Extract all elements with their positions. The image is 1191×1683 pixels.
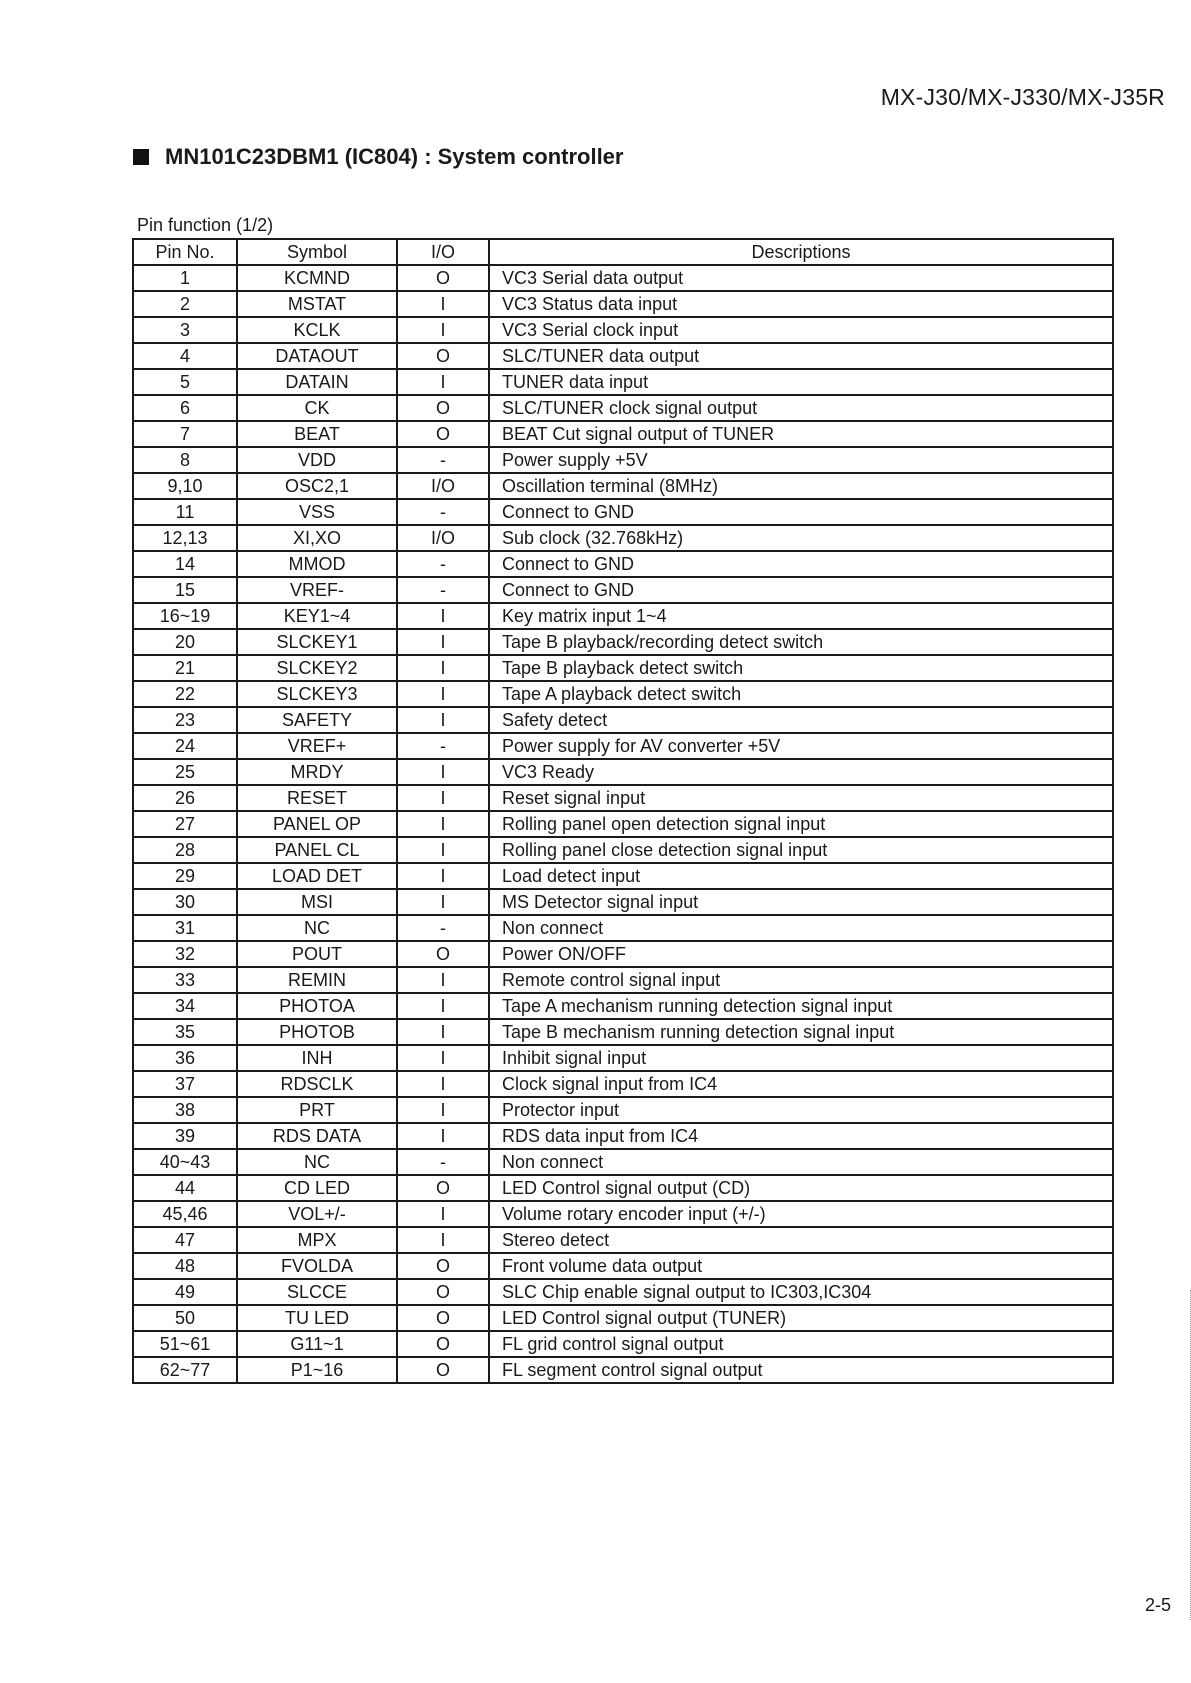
table-row [133, 1097, 1113, 1123]
symbol-cell: FVOLDA [237, 1253, 397, 1279]
symbol-cell: CK [237, 395, 397, 421]
io-cell: - [397, 551, 489, 577]
symbol-cell: SAFETY [237, 707, 397, 733]
pin-number-cell: 28 [133, 837, 237, 863]
description-cell: FL grid control signal output [489, 1331, 1113, 1357]
symbol-cell: PANEL CL [237, 837, 397, 863]
table-row [133, 1045, 1113, 1071]
description-cell: LED Control signal output (CD) [489, 1175, 1113, 1201]
table-row [133, 1019, 1113, 1045]
symbol-cell: PHOTOB [237, 1019, 397, 1045]
symbol-cell: MRDY [237, 759, 397, 785]
symbol-cell: DATAOUT [237, 343, 397, 369]
description-cell: RDS data input from IC4 [489, 1123, 1113, 1149]
pin-number-cell: 45,46 [133, 1201, 237, 1227]
pin-number-cell: 40~43 [133, 1149, 237, 1175]
table-row [133, 551, 1113, 577]
table-row [133, 889, 1113, 915]
io-cell: O [397, 1305, 489, 1331]
symbol-cell: PHOTOA [237, 993, 397, 1019]
pin-number-cell: 23 [133, 707, 237, 733]
pin-number-cell: 4 [133, 343, 237, 369]
io-cell: O [397, 941, 489, 967]
table-row [133, 1305, 1113, 1331]
description-cell: Sub clock (32.768kHz) [489, 525, 1113, 551]
io-cell: - [397, 915, 489, 941]
io-cell: I [397, 603, 489, 629]
table-row [133, 941, 1113, 967]
page-number: 2-5 [1144, 1595, 1171, 1615]
symbol-cell: PANEL OP [237, 811, 397, 837]
table-row [133, 863, 1113, 889]
symbol-cell: PRT [237, 1097, 397, 1123]
table-row [133, 811, 1113, 837]
pin-number-cell: 27 [133, 811, 237, 837]
description-cell: MS Detector signal input [489, 889, 1113, 915]
pin-number-cell: 21 [133, 655, 237, 681]
description-cell: Power supply +5V [489, 447, 1113, 473]
table-row [133, 525, 1113, 551]
pin-number-cell: 8 [133, 447, 237, 473]
io-cell: O [397, 1175, 489, 1201]
io-cell: O [397, 1279, 489, 1305]
symbol-cell: VDD [237, 447, 397, 473]
symbol-cell: VSS [237, 499, 397, 525]
table-row [133, 395, 1113, 421]
pin-number-cell: 48 [133, 1253, 237, 1279]
table-row [133, 1201, 1113, 1227]
table-caption: Pin function (1/2) [137, 215, 274, 235]
square-bullet-icon [133, 149, 149, 165]
table-row [133, 265, 1113, 291]
description-cell: Connect to GND [489, 551, 1113, 577]
description-cell: Non connect [489, 915, 1113, 941]
description-cell: Protector input [489, 1097, 1113, 1123]
table-row [133, 499, 1113, 525]
description-cell: VC3 Status data input [489, 291, 1113, 317]
io-cell: O [397, 421, 489, 447]
description-cell: Rolling panel open detection signal input [489, 811, 1113, 837]
symbol-cell: SLCKEY1 [237, 629, 397, 655]
symbol-cell: KCLK [237, 317, 397, 343]
pin-number-cell: 34 [133, 993, 237, 1019]
pin-number-cell: 12,13 [133, 525, 237, 551]
symbol-cell: DATAIN [237, 369, 397, 395]
symbol-cell: OSC2,1 [237, 473, 397, 499]
description-cell: VC3 Serial clock input [489, 317, 1113, 343]
symbol-cell: VREF- [237, 577, 397, 603]
description-cell: Stereo detect [489, 1227, 1113, 1253]
symbol-cell: VREF+ [237, 733, 397, 759]
pin-number-cell: 6 [133, 395, 237, 421]
io-cell: O [397, 343, 489, 369]
io-cell: I [397, 759, 489, 785]
description-cell: Oscillation terminal (8MHz) [489, 473, 1113, 499]
description-cell: Power supply for AV converter +5V [489, 733, 1113, 759]
table-row [133, 473, 1113, 499]
description-cell: Safety detect [489, 707, 1113, 733]
symbol-cell: REMIN [237, 967, 397, 993]
table-row [133, 759, 1113, 785]
table-row [133, 1331, 1113, 1357]
col-header-pin: Pin No. [133, 239, 237, 265]
symbol-cell: POUT [237, 941, 397, 967]
description-cell: Reset signal input [489, 785, 1113, 811]
io-cell: I [397, 369, 489, 395]
col-header-desc: Descriptions [489, 239, 1113, 265]
symbol-cell: NC [237, 1149, 397, 1175]
symbol-cell: LOAD DET [237, 863, 397, 889]
table-header-row [133, 239, 1113, 265]
table-row [133, 1123, 1113, 1149]
pin-number-cell: 9,10 [133, 473, 237, 499]
io-cell: I [397, 629, 489, 655]
io-cell: - [397, 1149, 489, 1175]
symbol-cell: MSI [237, 889, 397, 915]
pin-number-cell: 5 [133, 369, 237, 395]
io-cell: - [397, 499, 489, 525]
table-row [133, 291, 1113, 317]
pin-number-cell: 26 [133, 785, 237, 811]
description-cell: Power ON/OFF [489, 941, 1113, 967]
symbol-cell: VOL+/- [237, 1201, 397, 1227]
description-cell: Front volume data output [489, 1253, 1113, 1279]
table-row [133, 421, 1113, 447]
pin-number-cell: 39 [133, 1123, 237, 1149]
io-cell: I [397, 967, 489, 993]
pin-number-cell: 50 [133, 1305, 237, 1331]
symbol-cell: CD LED [237, 1175, 397, 1201]
table-row [133, 577, 1113, 603]
io-cell: I [397, 1123, 489, 1149]
pin-number-cell: 11 [133, 499, 237, 525]
io-cell: O [397, 1253, 489, 1279]
section-heading [133, 144, 623, 170]
description-cell: Non connect [489, 1149, 1113, 1175]
description-cell: Key matrix input 1~4 [489, 603, 1113, 629]
io-cell: - [397, 577, 489, 603]
pin-number-cell: 38 [133, 1097, 237, 1123]
io-cell: I [397, 1045, 489, 1071]
io-cell: I [397, 1097, 489, 1123]
table-row [133, 1357, 1113, 1383]
pin-number-cell: 15 [133, 577, 237, 603]
pin-number-cell: 47 [133, 1227, 237, 1253]
io-cell: - [397, 733, 489, 759]
table-row [133, 1149, 1113, 1175]
pin-number-cell: 51~61 [133, 1331, 237, 1357]
pin-number-cell: 36 [133, 1045, 237, 1071]
description-cell: Tape B playback detect switch [489, 655, 1113, 681]
pin-number-cell: 2 [133, 291, 237, 317]
table-row [133, 837, 1113, 863]
table-row [133, 681, 1113, 707]
io-cell: O [397, 395, 489, 421]
io-cell: I [397, 655, 489, 681]
col-header-symbol: Symbol [237, 239, 397, 265]
symbol-cell: MPX [237, 1227, 397, 1253]
table-row [133, 733, 1113, 759]
io-cell: I/O [397, 525, 489, 551]
io-cell: I [397, 707, 489, 733]
description-cell: Connect to GND [489, 499, 1113, 525]
pin-number-cell: 44 [133, 1175, 237, 1201]
pin-number-cell: 49 [133, 1279, 237, 1305]
symbol-cell: KCMND [237, 265, 397, 291]
symbol-cell: SLCCE [237, 1279, 397, 1305]
symbol-cell: BEAT [237, 421, 397, 447]
description-cell: Tape B mechanism running detection signal input [489, 1019, 1113, 1045]
pin-number-cell: 7 [133, 421, 237, 447]
table-row [133, 967, 1113, 993]
symbol-cell: G11~1 [237, 1331, 397, 1357]
symbol-cell: TU LED [237, 1305, 397, 1331]
pin-number-cell: 30 [133, 889, 237, 915]
description-cell: BEAT Cut signal output of TUNER [489, 421, 1113, 447]
description-cell: Connect to GND [489, 577, 1113, 603]
table-row [133, 1279, 1113, 1305]
io-cell: O [397, 265, 489, 291]
description-cell: SLC/TUNER clock signal output [489, 395, 1113, 421]
io-cell: I [397, 1071, 489, 1097]
io-cell: I [397, 889, 489, 915]
table-row [133, 629, 1113, 655]
description-cell: FL segment control signal output [489, 1357, 1113, 1383]
table-row [133, 1175, 1113, 1201]
symbol-cell: MSTAT [237, 291, 397, 317]
description-cell: VC3 Serial data output [489, 265, 1113, 291]
io-cell: I [397, 993, 489, 1019]
description-cell: Remote control signal input [489, 967, 1113, 993]
pin-number-cell: 29 [133, 863, 237, 889]
table-row [133, 447, 1113, 473]
io-cell: O [397, 1357, 489, 1383]
io-cell: I [397, 1227, 489, 1253]
pin-number-cell: 31 [133, 915, 237, 941]
pin-number-cell: 35 [133, 1019, 237, 1045]
model-number: MX-J30/MX-J330/MX-J35R [880, 84, 1165, 110]
table-row [133, 785, 1113, 811]
table-row [133, 1253, 1113, 1279]
description-cell: Volume rotary encoder input (+/-) [489, 1201, 1113, 1227]
heading-text: MN101C23DBM1 (IC804) : System controller [165, 144, 624, 169]
table-row [133, 1071, 1113, 1097]
table-row [133, 369, 1113, 395]
symbol-cell: NC [237, 915, 397, 941]
io-cell: O [397, 1331, 489, 1357]
description-cell: Tape A playback detect switch [489, 681, 1113, 707]
io-cell: I [397, 785, 489, 811]
pin-number-cell: 62~77 [133, 1357, 237, 1383]
pin-number-cell: 20 [133, 629, 237, 655]
io-cell: I/O [397, 473, 489, 499]
table-row [133, 993, 1113, 1019]
description-cell: Tape A mechanism running detection signal input [489, 993, 1113, 1019]
pin-number-cell: 16~19 [133, 603, 237, 629]
description-cell: VC3 Ready [489, 759, 1113, 785]
description-cell: Load detect input [489, 863, 1113, 889]
description-cell: SLC Chip enable signal output to IC303,IC304 [489, 1279, 1113, 1305]
description-cell: TUNER data input [489, 369, 1113, 395]
io-cell: I [397, 291, 489, 317]
symbol-cell: SLCKEY2 [237, 655, 397, 681]
symbol-cell: KEY1~4 [237, 603, 397, 629]
io-cell: I [397, 837, 489, 863]
pin-function-table [132, 238, 1114, 1384]
io-cell: I [397, 1201, 489, 1227]
description-cell: SLC/TUNER data output [489, 343, 1113, 369]
col-header-io: I/O [397, 239, 489, 265]
description-cell: LED Control signal output (TUNER) [489, 1305, 1113, 1331]
table-row [133, 707, 1113, 733]
table-row [133, 655, 1113, 681]
io-cell: I [397, 681, 489, 707]
io-cell: I [397, 811, 489, 837]
io-cell: I [397, 863, 489, 889]
pin-number-cell: 32 [133, 941, 237, 967]
io-cell: I [397, 317, 489, 343]
description-cell: Rolling panel close detection signal input [489, 837, 1113, 863]
table-row [133, 1227, 1113, 1253]
symbol-cell: P1~16 [237, 1357, 397, 1383]
symbol-cell: XI,XO [237, 525, 397, 551]
io-cell: I [397, 1019, 489, 1045]
symbol-cell: INH [237, 1045, 397, 1071]
pin-number-cell: 22 [133, 681, 237, 707]
pin-number-cell: 3 [133, 317, 237, 343]
description-cell: Inhibit signal input [489, 1045, 1113, 1071]
table-row [133, 343, 1113, 369]
symbol-cell: RESET [237, 785, 397, 811]
pin-number-cell: 1 [133, 265, 237, 291]
pin-number-cell: 24 [133, 733, 237, 759]
io-cell: - [397, 447, 489, 473]
description-cell: Tape B playback/recording detect switch [489, 629, 1113, 655]
pin-number-cell: 37 [133, 1071, 237, 1097]
description-cell: Clock signal input from IC4 [489, 1071, 1113, 1097]
symbol-cell: MMOD [237, 551, 397, 577]
pin-number-cell: 25 [133, 759, 237, 785]
pin-number-cell: 14 [133, 551, 237, 577]
pin-number-cell: 33 [133, 967, 237, 993]
table-row [133, 603, 1113, 629]
symbol-cell: RDSCLK [237, 1071, 397, 1097]
table-row [133, 915, 1113, 941]
symbol-cell: RDS DATA [237, 1123, 397, 1149]
table-row [133, 317, 1113, 343]
symbol-cell: SLCKEY3 [237, 681, 397, 707]
